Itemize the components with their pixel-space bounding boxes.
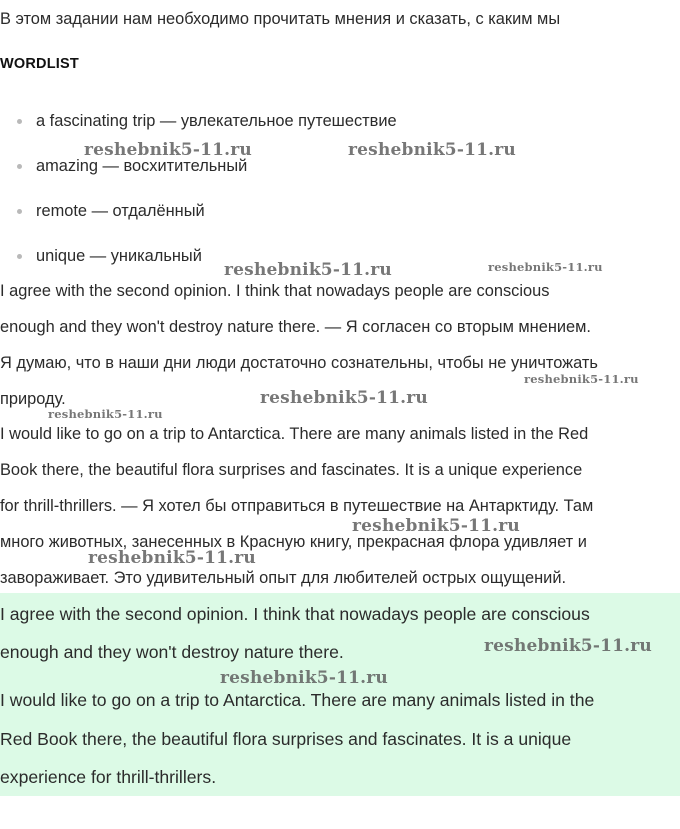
watermark: reshebnik5-11.ru xyxy=(224,260,392,280)
answer-box xyxy=(0,593,680,796)
paragraph-line: for thrill-thrillers. — Я хотел бы отправиться в путешествие на Антарктиду. Там xyxy=(0,497,594,515)
watermark: reshebnik5-11.ru xyxy=(352,516,520,536)
list-item: amazing — восхитительный xyxy=(36,157,248,175)
watermark: reshebnik5-11.ru xyxy=(220,668,388,688)
bullet-icon xyxy=(17,209,22,214)
paragraph-line: природу. xyxy=(0,390,66,408)
paragraph-line: I would like to go on a trip to Antarctica. There are many animals listed in the Red xyxy=(0,425,589,443)
paragraph-line: завораживает. Это удивительный опыт для любителей острых ощущений. xyxy=(0,569,567,587)
paragraph-line: Я думаю, что в наши дни люди достаточно сознательны, чтобы не уничтожать xyxy=(0,354,598,372)
answer-line: enough and they won't destroy nature there. xyxy=(0,642,344,662)
list-item: remote — отдалённый xyxy=(36,202,205,220)
bullet-icon xyxy=(17,254,22,259)
watermark: reshebnik5-11.ru xyxy=(260,388,428,408)
list-item: unique — уникальный xyxy=(36,247,202,265)
paragraph-line: Book there, the beautiful flora surprises and fascinates. It is a unique experience xyxy=(0,461,583,479)
answer-line: experience for thrill-thrillers. xyxy=(0,767,217,787)
watermark: reshebnik5-11.ru xyxy=(488,260,603,274)
watermark: reshebnik5-11.ru xyxy=(48,407,163,421)
paragraph-line: много животных, занесенных в Красную книгу, прекрасная флора удивляет и xyxy=(0,533,587,551)
answer-line: I would like to go on a trip to Antarctica. There are many animals listed in the xyxy=(0,690,595,710)
bullet-icon xyxy=(17,164,22,169)
watermark: reshebnik5-11.ru xyxy=(484,636,652,656)
paragraph-line: enough and they won't destroy nature there. — Я согласен со вторым мнением. xyxy=(0,318,591,336)
bullet-icon xyxy=(17,119,22,124)
answer-line: I agree with the second opinion. I think that nowadays people are conscious xyxy=(0,604,590,624)
wordlist-title: WORDLIST xyxy=(0,56,79,72)
watermark: reshebnik5-11.ru xyxy=(524,372,639,386)
answer-line: Red Book there, the beautiful flora surprises and fascinates. It is a unique xyxy=(0,729,572,749)
watermark: reshebnik5-11.ru xyxy=(88,548,256,568)
watermark: reshebnik5-11.ru xyxy=(84,140,252,160)
watermark: reshebnik5-11.ru xyxy=(348,140,516,160)
list-item: a fascinating trip — увлекательное путешествие xyxy=(36,112,397,130)
paragraph-line: I agree with the second opinion. I think that nowadays people are conscious xyxy=(0,282,550,300)
intro-text: В этом задании нам необходимо прочитать мнения и сказать, с каким мы xyxy=(0,10,561,28)
